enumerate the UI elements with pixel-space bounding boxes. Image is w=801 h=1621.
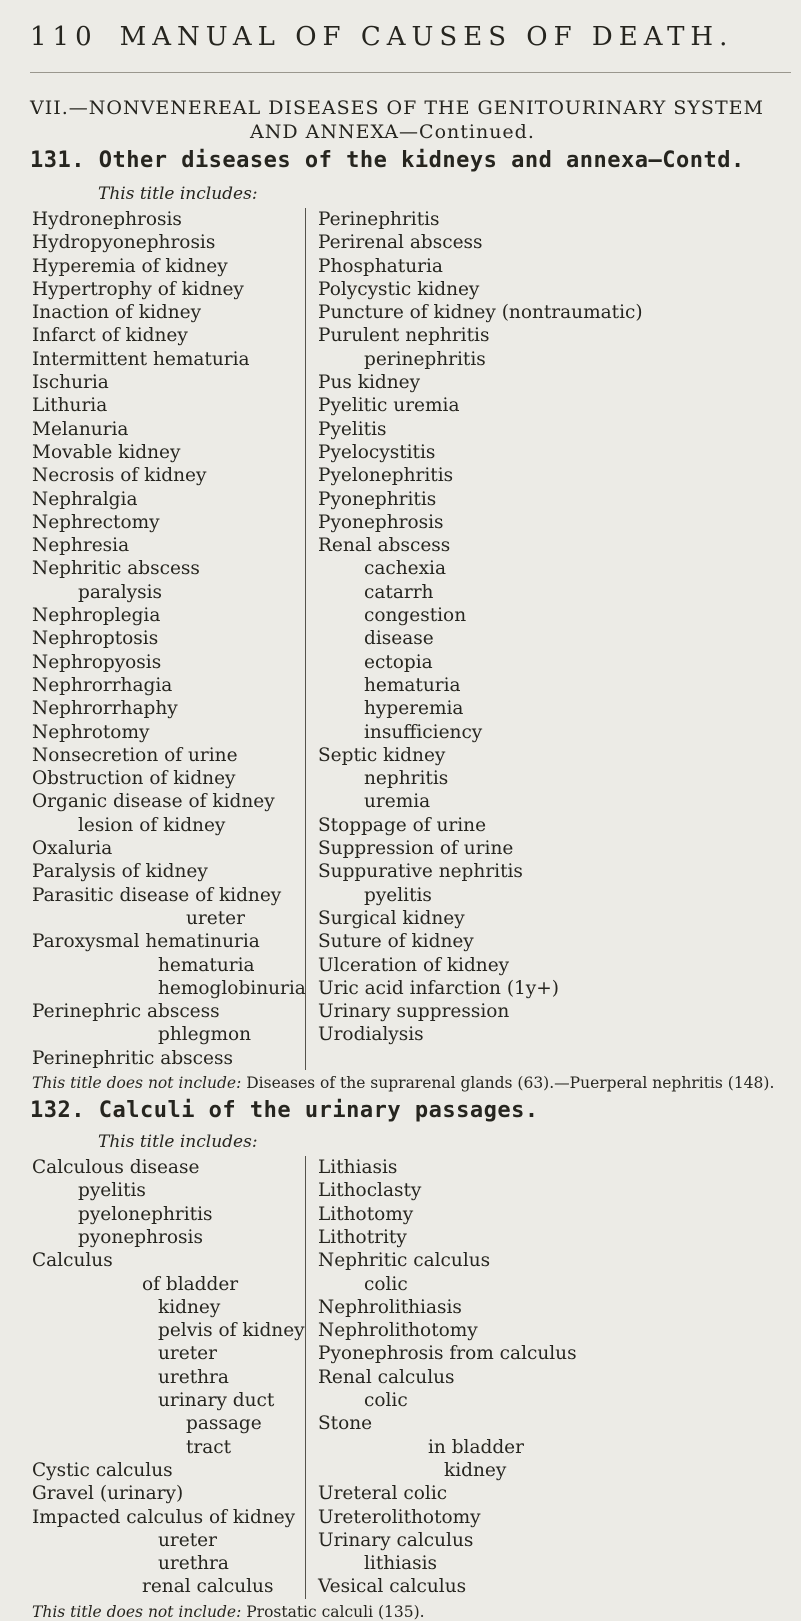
part-title-line-1: VII.—NONVENEREAL DISEASES OF THE GENITOURINARY SYSTEM: [30, 97, 764, 119]
index-entry: Nonsecretion of urine: [32, 744, 238, 766]
index-entry: Ulceration of kidney: [318, 954, 510, 976]
index-entry: Pyonephritis: [318, 488, 437, 510]
index-entry: hematuria: [158, 954, 255, 976]
index-entry: Stoppage of urine: [318, 814, 487, 836]
index-entry: Melanuria: [32, 418, 129, 440]
index-entry: catarrh: [364, 581, 434, 603]
index-entry: Nephropyosis: [32, 651, 162, 673]
section-131-exclusion-note: [32, 1074, 774, 1092]
index-entry: Suppression of urine: [318, 838, 514, 860]
index-entry: uremia: [364, 791, 431, 813]
index-entry: lesion of kidney: [78, 814, 226, 836]
index-entry: pyonephrosis: [78, 1226, 203, 1248]
part-title: [30, 96, 795, 144]
index-entry: Nephrectomy: [32, 511, 160, 533]
index-entry: colic: [364, 1390, 408, 1412]
index-entry: Urinary calculus: [318, 1529, 474, 1551]
index-entry: Obstruction of kidney: [32, 768, 236, 790]
section-131-title: 131. Other diseases of the kidneys and annexa—Contd.: [30, 148, 745, 173]
index-entry: Infarct of kidney: [32, 325, 188, 347]
part-title-line-2: AND ANNEXA—Continued.: [250, 121, 535, 143]
index-entry: Lithotomy: [318, 1203, 414, 1225]
index-entry: urethra: [158, 1553, 229, 1575]
index-entry: urinary duct: [158, 1390, 275, 1412]
index-entry: Pyelitic uremia: [318, 395, 460, 417]
index-entry: Nephrotomy: [32, 721, 150, 743]
section-131-right-column: [318, 208, 643, 1047]
index-entry: Pyelonephritis: [318, 465, 454, 487]
index-entry: Nephritic calculus: [318, 1250, 491, 1272]
index-entry: Organic disease of kidney: [32, 791, 275, 813]
running-head: [30, 22, 733, 52]
exclusion-text: Prostatic calculi (135).: [246, 1602, 425, 1621]
index-entry: Perinephritis: [318, 209, 440, 230]
section-132-left-column: [32, 1156, 305, 1599]
index-entry: Oxaluria: [32, 838, 113, 860]
index-entry: Ureteral colic: [318, 1483, 448, 1505]
section-132-right-column: [318, 1156, 577, 1599]
index-entry: Cystic calculus: [32, 1459, 173, 1481]
index-entry: Nephresia: [32, 535, 130, 557]
index-entry: Pyelocystitis: [318, 441, 436, 463]
section-131-left-column: [32, 208, 306, 1070]
index-entry: Hypertrophy of kidney: [32, 278, 244, 300]
index-entry: Purulent nephritis: [318, 325, 490, 347]
header-rule: [30, 72, 791, 73]
index-entry: Septic kidney: [318, 744, 446, 766]
section-131-includes-label: This title includes:: [98, 184, 258, 204]
index-entry: Puncture of kidney (nontraumatic): [318, 302, 643, 324]
index-entry: pyelitis: [364, 884, 432, 906]
index-entry: disease: [364, 628, 434, 650]
index-entry: Intermittent hematuria: [32, 348, 250, 370]
index-entry: Pyonephrosis from calculus: [318, 1343, 577, 1365]
index-entry: Movable kidney: [32, 441, 181, 463]
index-entry: congestion: [364, 605, 467, 627]
index-entry: Perinephritic abscess: [32, 1047, 233, 1069]
index-entry: Surgical kidney: [318, 907, 465, 929]
index-entry: Nephrorrhagia: [32, 674, 173, 696]
index-entry: Urinary suppression: [318, 1001, 510, 1023]
index-entry: colic: [364, 1273, 408, 1295]
section-132-exclusion-note: [32, 1603, 425, 1621]
index-entry: Ischuria: [32, 372, 109, 394]
index-entry: Lithotrity: [318, 1226, 407, 1248]
index-entry: kidney: [158, 1296, 221, 1318]
index-entry: Nephrorrhaphy: [32, 698, 178, 720]
index-entry: Suppurative nephritis: [318, 861, 523, 883]
index-entry: pelvis of kidney: [158, 1320, 305, 1342]
index-entry: Perirenal abscess: [318, 232, 483, 254]
section-132-includes-label: This title includes:: [98, 1132, 258, 1153]
index-entry: Suture of kidney: [318, 931, 474, 953]
exclusion-label: This title does not include:: [32, 1602, 242, 1621]
index-entry: Lithoclasty: [318, 1180, 422, 1202]
index-entry: Nephroptosis: [32, 628, 159, 650]
index-entry: Renal calculus: [318, 1366, 455, 1388]
index-entry: Nephrolithotomy: [318, 1320, 478, 1342]
index-entry: Paroxysmal hematinuria: [32, 931, 260, 953]
index-entry: ectopia: [364, 651, 433, 673]
index-entry: lithiasis: [364, 1553, 438, 1575]
column-divider: [305, 1156, 306, 1599]
index-entry: cachexia: [364, 558, 446, 580]
index-entry: Calculus: [32, 1250, 113, 1272]
index-entry: Nephroplegia: [32, 605, 161, 627]
index-entry: Perinephric abscess: [32, 1001, 220, 1023]
index-entry: kidney: [444, 1459, 507, 1481]
index-entry: Phosphaturia: [318, 255, 443, 277]
exclusion-label: This title does not include:: [32, 1074, 242, 1093]
index-entry: Pyelitis: [318, 418, 387, 440]
index-entry: Parasitic disease of kidney: [32, 884, 282, 906]
exclusion-text: Diseases of the suprarenal glands (63).—Puerperal nephritis (148).: [246, 1074, 775, 1093]
index-entry: Ureterolithotomy: [318, 1506, 481, 1528]
index-entry: hemoglobinuria: [158, 977, 306, 999]
index-entry: Pus kidney: [318, 372, 421, 394]
section-132-title: 132. Calculi of the urinary passages.: [30, 1098, 539, 1124]
index-entry: of bladder: [142, 1273, 239, 1295]
column-divider: [305, 208, 306, 1070]
index-entry: Hydronephrosis: [32, 209, 182, 230]
index-entry: Urodialysis: [318, 1024, 424, 1046]
index-entry: in bladder: [428, 1436, 524, 1458]
index-entry: Lithuria: [32, 395, 108, 417]
index-entry: hematuria: [364, 674, 461, 696]
index-entry: paralysis: [78, 581, 163, 603]
index-entry: Impacted calculus of kidney: [32, 1506, 296, 1528]
index-entry: Paralysis of kidney: [32, 861, 208, 883]
index-entry: Pyonephrosis: [318, 511, 444, 533]
index-entry: Lithiasis: [318, 1157, 398, 1179]
index-entry: phlegmon: [158, 1024, 252, 1046]
index-entry: Nephralgia: [32, 488, 138, 510]
index-entry: Stone: [318, 1413, 373, 1435]
index-entry: Vesical calculus: [318, 1576, 467, 1598]
index-entry: ureter: [158, 1529, 217, 1551]
index-entry: Nephritic abscess: [32, 558, 200, 580]
index-entry: pyelitis: [78, 1180, 146, 1202]
page-number: 110: [30, 22, 98, 52]
index-entry: urethra: [158, 1366, 229, 1388]
index-entry: Hydropyonephrosis: [32, 232, 216, 254]
index-entry: passage: [186, 1413, 262, 1435]
index-entry: Calculous disease: [32, 1157, 200, 1179]
index-entry: Inaction of kidney: [32, 302, 202, 324]
index-entry: Renal abscess: [318, 535, 451, 557]
index-entry: ureter: [158, 1343, 217, 1365]
running-title: MANUAL OF CAUSES OF DEATH.: [119, 22, 734, 52]
index-entry: Polycystic kidney: [318, 278, 480, 300]
index-entry: hyperemia: [364, 698, 464, 720]
index-entry: pyelonephritis: [78, 1203, 213, 1225]
index-entry: Hyperemia of kidney: [32, 255, 228, 277]
index-entry: Nephrolithiasis: [318, 1296, 462, 1318]
index-entry: renal calculus: [142, 1576, 274, 1598]
index-entry: ureter: [186, 907, 245, 929]
index-entry: Uric acid infarction (1y+): [318, 977, 559, 999]
index-entry: Necrosis of kidney: [32, 465, 207, 487]
index-entry: tract: [186, 1436, 232, 1458]
index-entry: insufficiency: [364, 721, 483, 743]
index-entry: Gravel (urinary): [32, 1483, 184, 1505]
index-entry: nephritis: [364, 768, 449, 790]
index-entry: perinephritis: [364, 348, 486, 370]
